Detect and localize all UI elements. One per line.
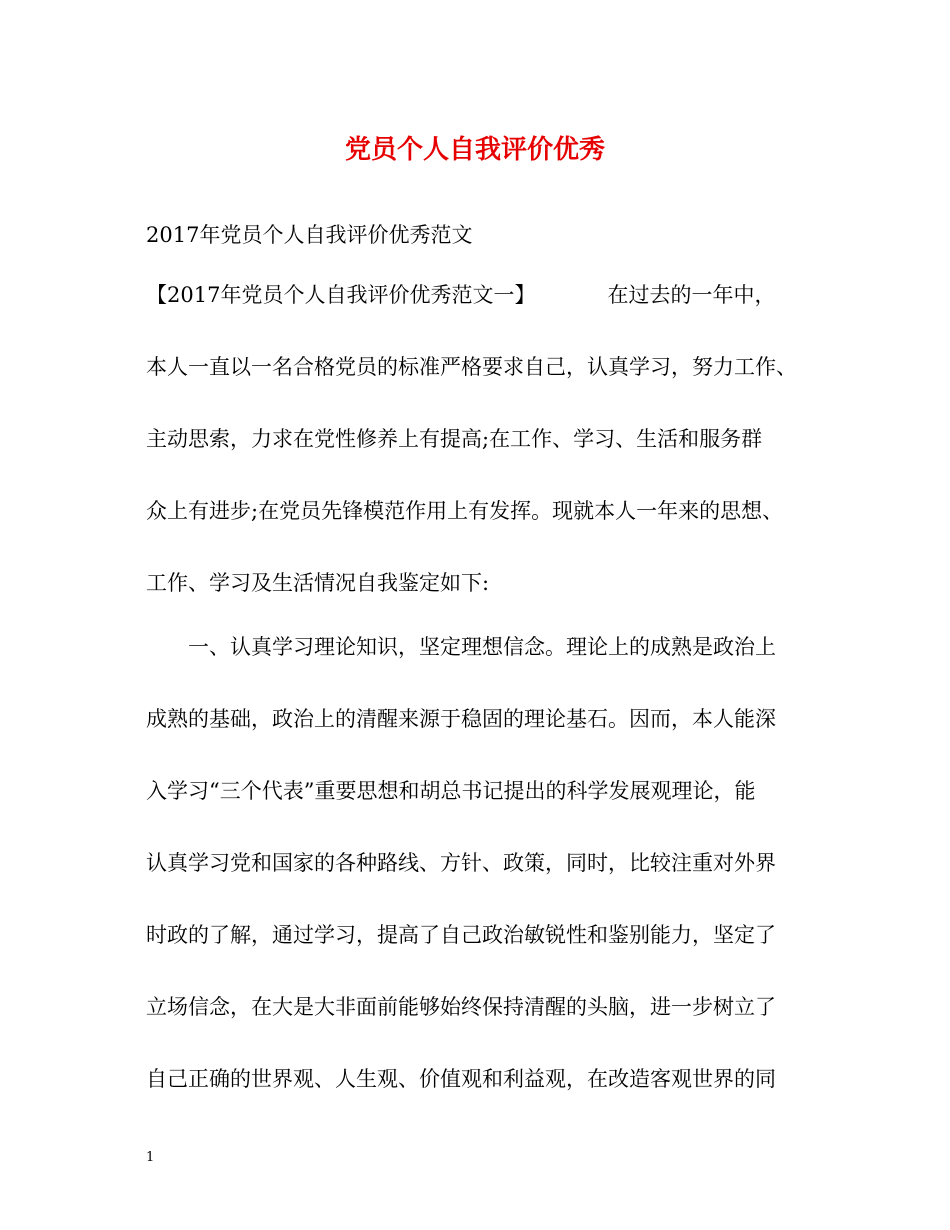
paragraph-line: 众上有进步;在党员先锋模范作用上有发挥。现就本人一年来的思想、 [146,499,784,523]
paragraph-start: 在过去的一年中， [607,283,776,307]
paragraph-line [146,280,775,310]
paragraph-line: 认真学习党和国家的各种路线、方针、政策，同时，比较注重对外界 [146,851,776,875]
paragraph-line: 时政的了解，通过学习，提高了自己政治敏锐性和鉴别能力，坚定了 [146,923,776,947]
paragraph-line: 成熟的基础，政治上的清醒来源于稳固的理论基石。因而，本人能深 [146,707,776,731]
paragraph-line: 入学习“三个代表”重要思想和胡总书记提出的科学发展观理论，能 [146,779,756,803]
page-number: 1 [146,1150,155,1165]
paragraph-line: 主动思索，力求在党性修养上有提高;在工作、学习、生活和服务群 [146,427,763,451]
document-subtitle: 2017年党员个人自我评价优秀范文 [146,223,473,247]
paragraph-line: 立场信念，在大是大非面前能够始终保持清醒的头脑，进一步树立了 [146,995,776,1019]
paragraph-line: 工作、学习及生活情况自我鉴定如下: [146,571,490,595]
document-title: 党员个人自我评价优秀 [344,135,605,165]
paragraph-line: 一、认真学习理论知识，坚定理想信念。理论上的成熟是政治上 [188,635,776,659]
paragraph-line: 自己正确的世界观、人生观、价值观和利益观，在改造客观世界的同 [146,1067,776,1091]
paragraph-line: 本人一直以一名合格党员的标准严格要求自己，认真学习，努力工作、 [146,355,797,379]
section-heading: 【2017年党员个人自我评价优秀范文一】 [146,283,536,307]
